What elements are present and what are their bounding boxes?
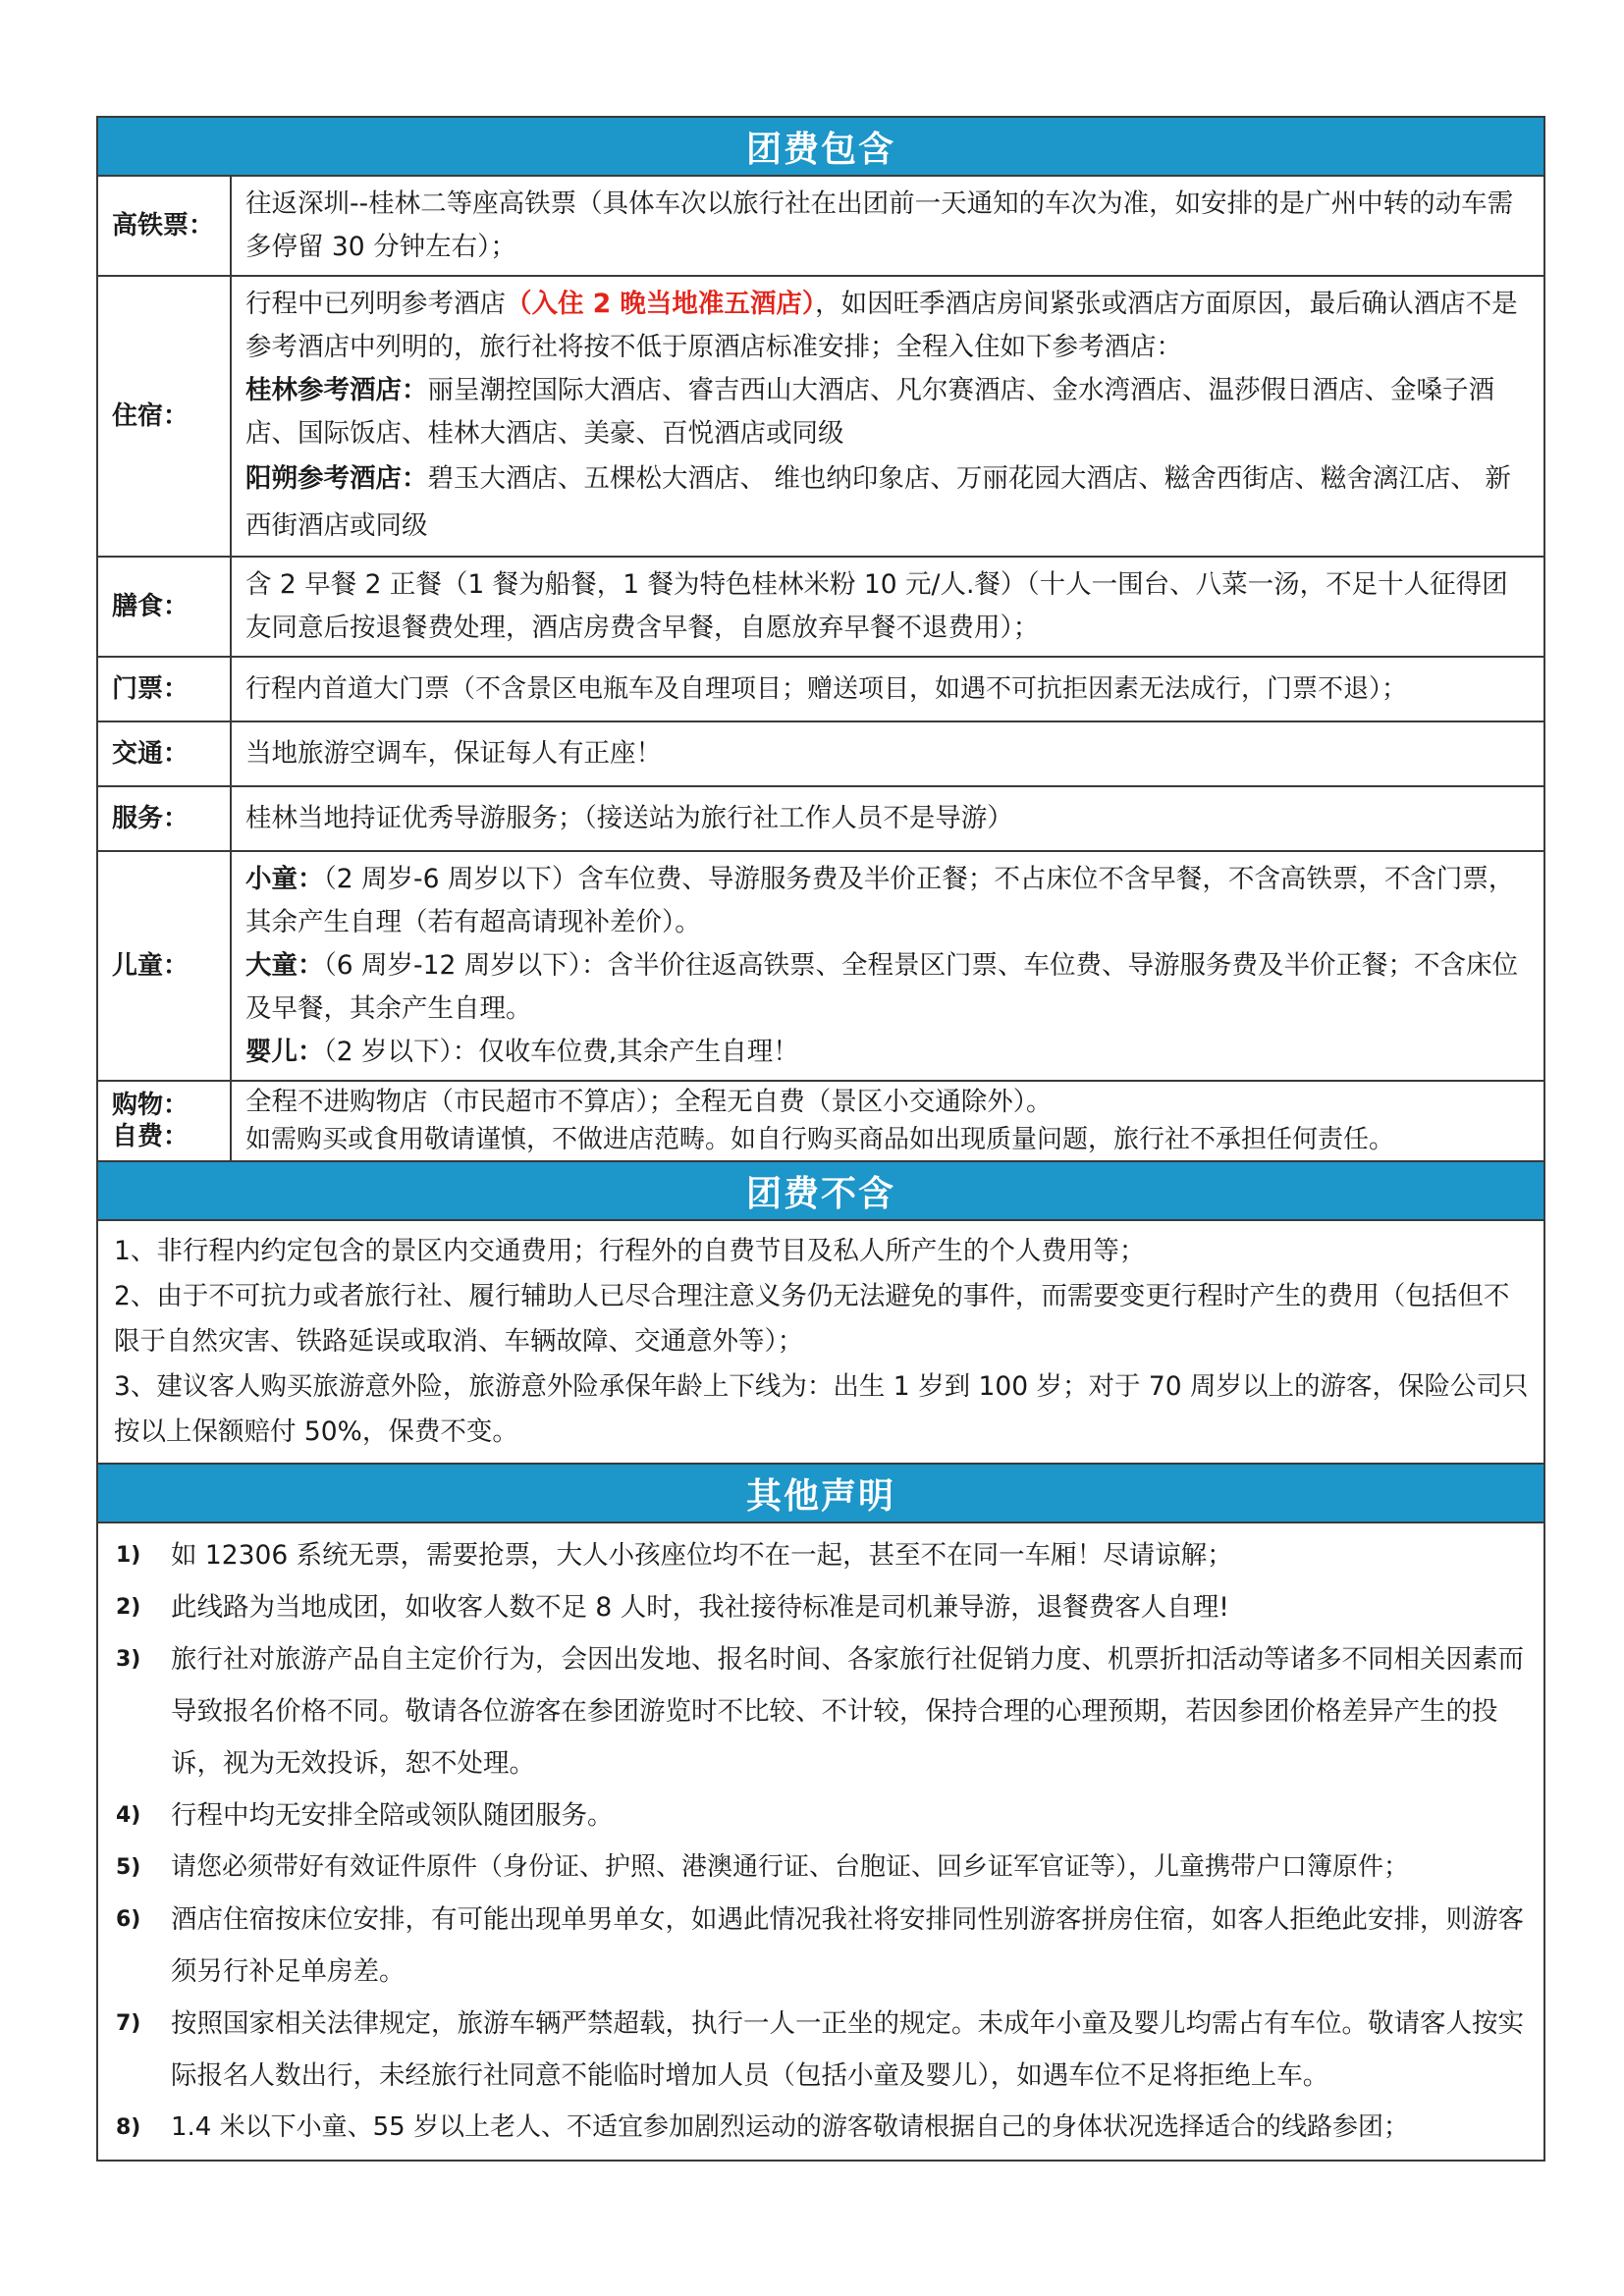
statement-text: 酒店住宿按床位安排，有可能出现单男单女，如遇此情况我社将安排同性别游客拼房住宿，如客人拒绝此安排，则游客须另行补足单房差。 [171, 1904, 1524, 1987]
guilin-hotels-list: 丽呈潮控国际大酒店、睿吉西山大酒店、凡尔赛酒店、金水湾酒店、温莎假日酒店、金嗓子酒店、国际饭店、桂林大酒店、美豪、百悦酒店或同级 [245, 375, 1494, 449]
included-section-title: 团费包含 [97, 117, 1544, 176]
hotel-label: 住宿： [97, 276, 231, 557]
small-child-text: （2 周岁-6 周岁以下）含车位费、导游服务费及半价正餐；不占床位不含早餐，不含高铁票，不含门票，其余产生自理（若有超高请现补差价）。 [245, 864, 1515, 937]
train-text: 往返深圳--桂林二等座高铁票（具体车次以旅行社在出团前一天通知的车次为准，如安排的是广州中转的动车需多停留 30 分钟左右）； [231, 176, 1544, 276]
statement-item [116, 1529, 1534, 1581]
hotel-intro-text: 行程中已列明参考酒店 [245, 289, 506, 319]
excluded-item: 1、非行程内约定包含的景区内交通费用；行程外的自费节目及私人所产生的个人费用等； [114, 1236, 1146, 1266]
hotel-content [231, 276, 1544, 557]
transport-label: 交通： [97, 721, 231, 786]
statement-text: 行程中均无安排全陪或领队随团服务。 [171, 1800, 614, 1831]
statement-text: 1.4 米以下小童、55 岁以上老人、不适宜参加剧烈运动的游客敬请根据自己的身体状况选择适合的线路参团； [171, 2112, 1409, 2142]
statement-number: 6) [116, 1907, 141, 1932]
service-label: 服务： [97, 786, 231, 851]
shopping-row [97, 1081, 1544, 1161]
children-label: 儿童： [97, 851, 231, 1081]
meals-label: 膳食： [97, 557, 231, 657]
tickets-label: 门票： [97, 657, 231, 721]
statement-number: 2) [116, 1595, 141, 1620]
itinerary-terms-document [96, 116, 1545, 2162]
hotel-row [97, 276, 1544, 557]
infant-policy [245, 1031, 1534, 1074]
statement-item [116, 1789, 1534, 1842]
statement-item [116, 1581, 1534, 1633]
infant-text: （2 岁以下）：仅收车位费,其余产生自理！ [323, 1037, 799, 1067]
statements-list [97, 1522, 1544, 2161]
shopping-label-line1: 购物： [112, 1091, 189, 1120]
statement-item [116, 2102, 1534, 2154]
train-row [97, 176, 1544, 276]
big-child-label: 大童： [245, 950, 324, 981]
guilin-hotels [245, 369, 1534, 455]
guilin-hotels-label: 桂林参考酒店： [245, 375, 428, 405]
meals-row [97, 557, 1544, 657]
hotel-intro [245, 283, 1534, 369]
statement-number: 3) [116, 1647, 141, 1672]
statement-text: 请您必须带好有效证件原件（身份证、护照、港澳通行证、台胞证、回乡证军官证等），儿童携带户口簿原件； [171, 1852, 1410, 1882]
tickets-row [97, 657, 1544, 721]
shopping-label-line2: 自费： [112, 1122, 189, 1151]
excluded-row [97, 1220, 1544, 1464]
excluded-item: 3、建议客人购买旅游意外险，旅游意外险承保年龄上下线为：出生 1 岁到 100 岁；对于 70 周岁以上的游客，保险公司只按以上保额赔付 50%，保费不变。 [114, 1371, 1529, 1447]
statement-item [116, 1842, 1534, 1894]
hotel-intro-note: ，如因旺季酒店房间紧张或酒店方面原因，最后确认酒店不是参考酒店中列明的，旅行社将按不低于原酒店标准安排；全程入住如下参考酒店： [245, 289, 1518, 362]
statement-number: 7) [116, 2011, 141, 2036]
children-content [231, 851, 1544, 1081]
terms-table [96, 116, 1545, 2162]
train-label: 高铁票： [97, 176, 231, 276]
tickets-text: 行程内首道大门票（不含景区电瓶车及自理项目；赠送项目，如遇不可抗拒因素无法成行，门票不退）； [231, 657, 1544, 721]
shopping-label [97, 1081, 231, 1161]
yangshuo-hotels-list: 碧玉大酒店、五棵松大酒店、 维也纳印象店、万丽花园大酒店、糍舍西街店、糍舍漓江店、 新西街酒店或同级 [245, 463, 1511, 541]
excluded-section-title: 团费不含 [97, 1161, 1544, 1220]
yangshuo-hotels [245, 455, 1534, 550]
statement-text: 按照国家相关法律规定，旅游车辆严禁超载，执行一人一正坐的规定。未成年小童及婴儿均需占有车位。敬请客人按实际报名人数出行，未经旅行社同意不能临时增加人员（包括小童及婴儿），如遇车位不足将拒绝上车。 [171, 2008, 1524, 2091]
small-child-policy [245, 858, 1534, 944]
service-row [97, 786, 1544, 851]
meals-text: 含 2 早餐 2 正餐（1 餐为船餐，1 餐为特色桂林米粉 10 元/人.餐）（十人一围台、八菜一汤，不足十人征得团友同意后按退餐费处理，酒店房费含早餐，自愿放弃早餐不退费用）； [231, 557, 1544, 657]
excluded-list [97, 1220, 1544, 1464]
statement-item [116, 1894, 1534, 1998]
statement-item [116, 1633, 1534, 1789]
statement-item [116, 1998, 1534, 2102]
shopping-content [231, 1081, 1544, 1161]
service-text: 桂林当地持证优秀导游服务；（接送站为旅行社工作人员不是导游） [231, 786, 1544, 851]
hotel-intro-highlight: （入住 2 晚当地准五酒店） [506, 289, 816, 319]
statement-text: 旅行社对旅游产品自主定价行为，会因出发地、报名时间、各家旅行社促销力度、机票折扣活动等诸多不同相关因素而导致报名价格不同。敬请各位游客在参团游览时不比较、不计较，保持合理的心理预期，若因参团价格差异产生的投诉，视为无效投诉，恕不处理。 [171, 1644, 1524, 1779]
big-child-policy [245, 944, 1534, 1031]
small-child-label: 小童： [245, 864, 324, 894]
big-child-text: （6 周岁-12 周岁以下）：含半价往返高铁票、全程景区门票、车位费、导游服务费及半价正餐；不含床位及早餐，其余产生自理。 [245, 950, 1518, 1024]
excluded-item: 2、由于不可抗力或者旅行社、履行辅助人已尽合理注意义务仍无法避免的事件，而需要变更行程时产生的费用（包括但不限于自然灾害、铁路延误或取消、车辆故障、交通意外等）； [114, 1281, 1510, 1357]
shopping-line2: 如需购买或食用敬请谨慎，不做进店范畴。如自行购买商品如出现质量问题，旅行社不承担任何责任。 [245, 1125, 1395, 1154]
yangshuo-hotels-label: 阳朔参考酒店： [245, 463, 428, 494]
shopping-line1: 全程不进购物店（市民超市不算店）；全程无自费（景区小交通除外）。 [245, 1087, 1053, 1117]
statement-number: 5) [116, 1855, 141, 1880]
statement-text: 此线路为当地成团，如收客人数不足 8 人时，我社接待标准是司机兼导游，退餐费客人自理! [171, 1592, 1229, 1623]
statements-section-title: 其他声明 [97, 1464, 1544, 1522]
infant-label: 婴儿： [245, 1037, 324, 1067]
statement-number: 1) [116, 1543, 141, 1568]
statement-number: 8) [116, 2115, 141, 2140]
children-row [97, 851, 1544, 1081]
transport-row [97, 721, 1544, 786]
statements-row [97, 1522, 1544, 2161]
statement-number: 4) [116, 1803, 141, 1828]
transport-text: 当地旅游空调车，保证每人有正座！ [231, 721, 1544, 786]
statement-text: 如 12306 系统无票，需要抢票，大人小孩座位均不在一起，甚至不在同一车厢！尽请谅解； [171, 1540, 1233, 1571]
